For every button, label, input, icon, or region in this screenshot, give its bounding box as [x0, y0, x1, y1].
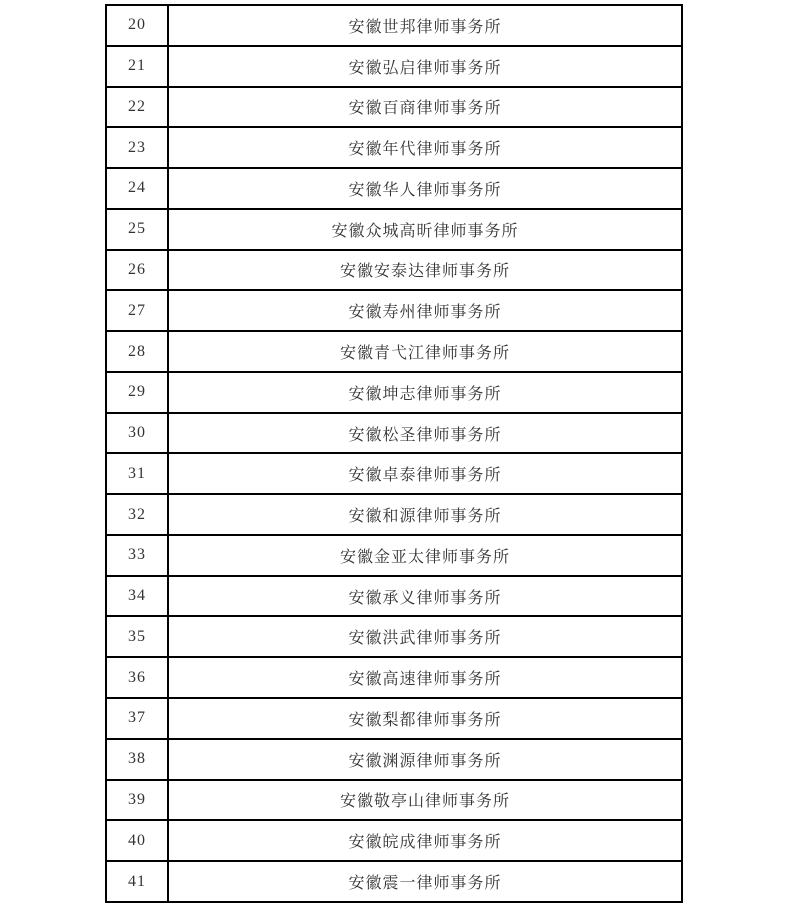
firm-name-cell: 安徽卓泰律师事务所: [168, 453, 682, 494]
firm-name-cell: 安徽高速律师事务所: [168, 657, 682, 698]
firm-name-cell: 安徽百商律师事务所: [168, 87, 682, 128]
firm-name-cell: 安徽松圣律师事务所: [168, 413, 682, 454]
firm-name-cell: 安徽众城高昕律师事务所: [168, 209, 682, 250]
firm-name-cell: 安徽承义律师事务所: [168, 576, 682, 617]
table-row: [106, 698, 682, 739]
row-number-cell: 23: [106, 127, 168, 168]
law-firm-table: [105, 4, 683, 903]
table-row: [106, 46, 682, 87]
table-row: [106, 372, 682, 413]
row-number-cell: 24: [106, 168, 168, 209]
table-row: [106, 616, 682, 657]
firm-name-cell: 安徽世邦律师事务所: [168, 5, 682, 46]
firm-name-cell: 安徽震一律师事务所: [168, 861, 682, 902]
firm-name-cell: 安徽和源律师事务所: [168, 494, 682, 535]
row-number-cell: 21: [106, 46, 168, 87]
table-row: [106, 739, 682, 780]
row-number-cell: 41: [106, 861, 168, 902]
row-number-cell: 29: [106, 372, 168, 413]
table-row: [106, 209, 682, 250]
row-number-cell: 36: [106, 657, 168, 698]
table-row: [106, 494, 682, 535]
row-number-cell: 26: [106, 250, 168, 291]
table-row: [106, 331, 682, 372]
row-number-cell: 39: [106, 780, 168, 821]
row-number-cell: 38: [106, 739, 168, 780]
row-number-cell: 27: [106, 290, 168, 331]
firm-name-cell: 安徽年代律师事务所: [168, 127, 682, 168]
row-number-cell: 25: [106, 209, 168, 250]
row-number-cell: 40: [106, 820, 168, 861]
table-row: [106, 535, 682, 576]
firm-name-cell: 安徽洪武律师事务所: [168, 616, 682, 657]
firm-name-cell: 安徽金亚太律师事务所: [168, 535, 682, 576]
table-row: [106, 290, 682, 331]
firm-name-cell: 安徽青弋江律师事务所: [168, 331, 682, 372]
firm-name-cell: 安徽敬亭山律师事务所: [168, 780, 682, 821]
firm-name-cell: 安徽寿州律师事务所: [168, 290, 682, 331]
firm-name-cell: 安徽华人律师事务所: [168, 168, 682, 209]
table-row: [106, 250, 682, 291]
firm-name-cell: 安徽渊源律师事务所: [168, 739, 682, 780]
row-number-cell: 22: [106, 87, 168, 128]
row-number-cell: 28: [106, 331, 168, 372]
firm-name-cell: 安徽坤志律师事务所: [168, 372, 682, 413]
table-row: [106, 820, 682, 861]
row-number-cell: 32: [106, 494, 168, 535]
table-row: [106, 576, 682, 617]
table-row: [106, 861, 682, 902]
row-number-cell: 34: [106, 576, 168, 617]
table-row: [106, 413, 682, 454]
table-row: [106, 5, 682, 46]
row-number-cell: 37: [106, 698, 168, 739]
row-number-cell: 33: [106, 535, 168, 576]
row-number-cell: 35: [106, 616, 168, 657]
firm-name-cell: 安徽弘启律师事务所: [168, 46, 682, 87]
firm-name-cell: 安徽皖成律师事务所: [168, 820, 682, 861]
table-row: [106, 657, 682, 698]
table-row: [106, 127, 682, 168]
table-row: [106, 453, 682, 494]
firm-name-cell: 安徽安泰达律师事务所: [168, 250, 682, 291]
table-row: [106, 87, 682, 128]
firm-name-cell: 安徽梨都律师事务所: [168, 698, 682, 739]
table-row: [106, 168, 682, 209]
row-number-cell: 30: [106, 413, 168, 454]
table-row: [106, 780, 682, 821]
row-number-cell: 31: [106, 453, 168, 494]
row-number-cell: 20: [106, 5, 168, 46]
law-firm-table-body: [106, 5, 682, 902]
